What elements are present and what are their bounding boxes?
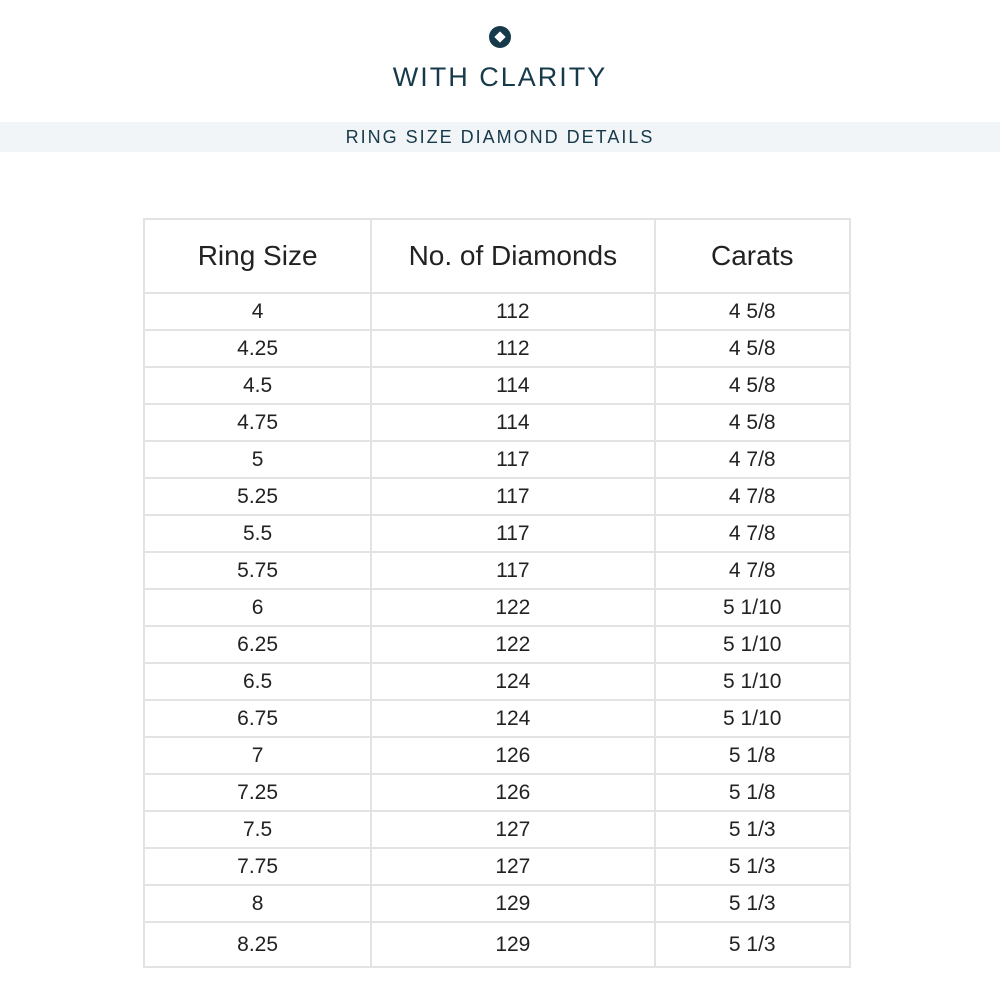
cell-ring-size: 7.5 [144, 811, 371, 848]
ring-size-table [143, 218, 851, 968]
table-row [144, 922, 850, 967]
cell-carats: 5 1/10 [655, 626, 851, 663]
table-row [144, 478, 850, 515]
cell-no-of-diamonds: 129 [371, 885, 654, 922]
cell-no-of-diamonds: 126 [371, 737, 654, 774]
cell-no-of-diamonds: 112 [371, 293, 654, 330]
cell-carats: 5 1/10 [655, 663, 851, 700]
table-row [144, 663, 850, 700]
cell-ring-size: 4.25 [144, 330, 371, 367]
cell-ring-size: 5.25 [144, 478, 371, 515]
cell-ring-size: 5 [144, 441, 371, 478]
table-row [144, 700, 850, 737]
table-row [144, 404, 850, 441]
cell-carats: 4 5/8 [655, 330, 851, 367]
cell-no-of-diamonds: 114 [371, 404, 654, 441]
cell-ring-size: 8 [144, 885, 371, 922]
cell-carats: 4 7/8 [655, 552, 851, 589]
header-no-of-diamonds: No. of Diamonds [371, 219, 654, 293]
cell-carats: 4 5/8 [655, 367, 851, 404]
cell-ring-size: 4.75 [144, 404, 371, 441]
cell-no-of-diamonds: 124 [371, 700, 654, 737]
table-header-row [144, 219, 850, 293]
cell-no-of-diamonds: 126 [371, 774, 654, 811]
cell-no-of-diamonds: 127 [371, 848, 654, 885]
cell-carats: 5 1/8 [655, 774, 851, 811]
table-row [144, 885, 850, 922]
cell-ring-size: 6 [144, 589, 371, 626]
header-carats: Carats [655, 219, 851, 293]
cell-carats: 4 7/8 [655, 441, 851, 478]
cell-ring-size: 6.75 [144, 700, 371, 737]
cell-carats: 5 1/3 [655, 885, 851, 922]
cell-carats: 4 7/8 [655, 478, 851, 515]
table-row [144, 737, 850, 774]
brand-header [0, 26, 1000, 93]
cell-carats: 4 7/8 [655, 515, 851, 552]
cell-no-of-diamonds: 124 [371, 663, 654, 700]
page-subtitle: RING SIZE DIAMOND DETAILS [0, 122, 1000, 152]
cell-ring-size: 5.75 [144, 552, 371, 589]
cell-ring-size: 4.5 [144, 367, 371, 404]
cell-carats: 5 1/10 [655, 589, 851, 626]
cell-carats: 5 1/3 [655, 811, 851, 848]
table-row [144, 330, 850, 367]
cell-ring-size: 7.25 [144, 774, 371, 811]
brand-name: WITH CLARITY [392, 62, 608, 92]
cell-carats: 5 1/3 [655, 848, 851, 885]
cell-no-of-diamonds: 122 [371, 626, 654, 663]
header-ring-size: Ring Size [144, 219, 371, 293]
table-row [144, 774, 850, 811]
cell-carats: 5 1/10 [655, 700, 851, 737]
table-row [144, 293, 850, 330]
cell-no-of-diamonds: 117 [371, 441, 654, 478]
cell-ring-size: 6.5 [144, 663, 371, 700]
cell-carats: 5 1/3 [655, 922, 851, 967]
cell-no-of-diamonds: 117 [371, 552, 654, 589]
cell-carats: 4 5/8 [655, 404, 851, 441]
cell-ring-size: 7 [144, 737, 371, 774]
cell-ring-size: 5.5 [144, 515, 371, 552]
cell-no-of-diamonds: 112 [371, 330, 654, 367]
table-row [144, 552, 850, 589]
cell-ring-size: 7.75 [144, 848, 371, 885]
cell-no-of-diamonds: 127 [371, 811, 654, 848]
table-row [144, 848, 850, 885]
cell-no-of-diamonds: 117 [371, 515, 654, 552]
cell-carats: 4 5/8 [655, 293, 851, 330]
cell-ring-size: 6.25 [144, 626, 371, 663]
diamond-circle-icon [489, 26, 511, 48]
cell-no-of-diamonds: 129 [371, 922, 654, 967]
cell-no-of-diamonds: 117 [371, 478, 654, 515]
table-row [144, 515, 850, 552]
table-row [144, 626, 850, 663]
table-row [144, 589, 850, 626]
cell-ring-size: 4 [144, 293, 371, 330]
cell-no-of-diamonds: 114 [371, 367, 654, 404]
table-row [144, 811, 850, 848]
table-row [144, 441, 850, 478]
cell-no-of-diamonds: 122 [371, 589, 654, 626]
table-row [144, 367, 850, 404]
cell-ring-size: 8.25 [144, 922, 371, 967]
cell-carats: 5 1/8 [655, 737, 851, 774]
